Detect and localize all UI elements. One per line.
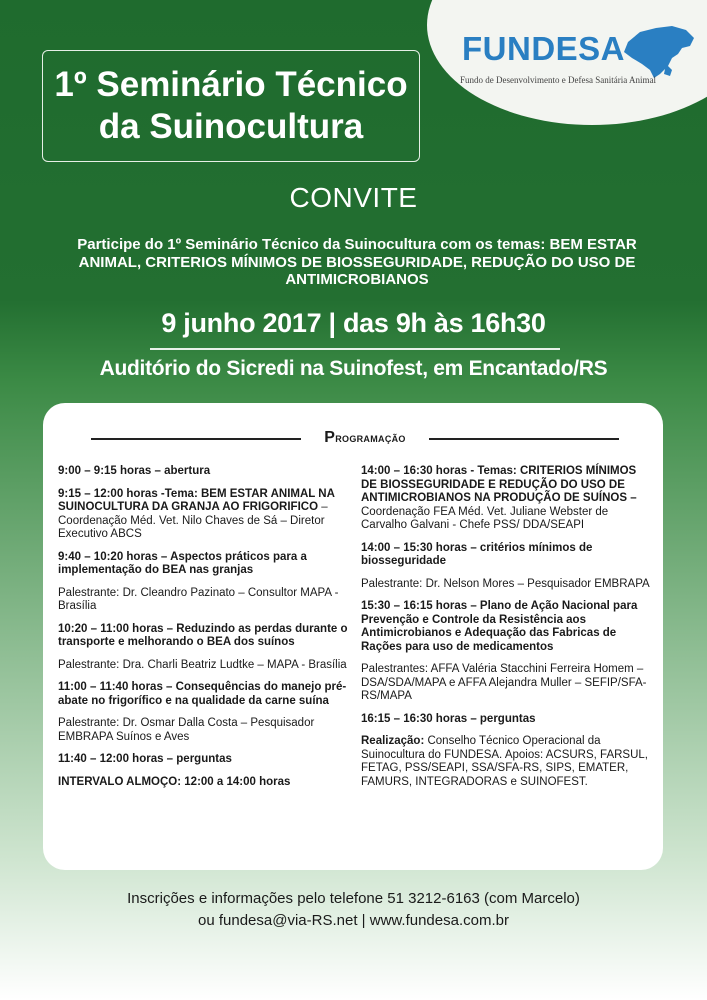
program-item	[58, 776, 348, 790]
seminar-title	[54, 64, 407, 148]
program-item	[58, 587, 348, 614]
program-item-text: Palestrantes: AFFA Valéria Stacchini Ferreira Homem – DSA/SDA/MAPA e AFFA Alejandra Muller – SEFIP/SFA-RS/MAPA	[361, 663, 647, 702]
program-item-highlight: 11:40 – 12:00 horas – perguntas	[58, 753, 232, 765]
program-item-highlight: 16:15 – 16:30 horas – perguntas	[361, 712, 536, 725]
program-item-highlight: 10:20 – 11:00 horas – Reduzindo as perdas durante o transporte e melhorando o BEA dos suínos	[58, 622, 348, 648]
program-item	[361, 600, 651, 654]
rio-grande-do-sul-map-icon	[620, 24, 698, 80]
program-item-highlight: 14:00 – 15:30 horas – critérios mínimos de biosseguridade	[361, 541, 593, 567]
program-item-highlight: 11:00 – 11:40 horas – Consequências do manejo pré-abate no frigorífico e na qualidade da carne suína	[58, 681, 347, 707]
program-header	[43, 429, 663, 447]
program-item	[58, 465, 348, 479]
program-item	[361, 663, 651, 704]
program-item-highlight: 15:30 – 16:15 horas – Plano de Ação Nacional para Prevenção e Controle da Resistência aos Antimicrobianos e Adequação das Fabricas de Rações para uso de medicamentos	[361, 600, 638, 653]
date-divider	[150, 348, 560, 350]
program-item	[58, 659, 348, 673]
contact-phone-line: Inscrições e informações pelo telefone 51 3212-6163 (com Marcelo)	[127, 890, 580, 907]
program-column-left	[58, 465, 348, 798]
program-item-highlight: INTERVALO ALMOÇO: 12:00 a 14:00 horas	[58, 775, 291, 788]
program-item	[361, 578, 651, 592]
program-item-text: Palestrante: Dr. Nelson Mores – Pesquisador EMBRAPA	[361, 577, 650, 590]
program-column-right	[361, 465, 651, 798]
contact-web-line: ou fundesa@via-RS.net | www.fundesa.com.br	[198, 912, 509, 929]
program-item-text: Palestrante: Dra. Charli Beatriz Ludtke – MAPA - Brasília	[58, 658, 347, 671]
program-item	[58, 753, 348, 767]
event-venue: Auditório do Sicredi na Suinofest, em Encantado/RS	[99, 357, 608, 380]
program-header-rule-left	[91, 438, 301, 440]
program-item-text: – Coordenação Méd. Vet. Nilo Chaves de Sá – Diretor Executivo ABCS	[58, 501, 328, 540]
program-item	[361, 465, 651, 533]
program-item-text: Coordenação FEA Méd. Vet. Juliane Webster de Carvalho Galvani - Chefe PSS/ DDA/SEAPI	[361, 505, 609, 531]
program-item	[58, 717, 348, 744]
program-item-highlight: 14:00 – 16:30 horas - Temas: CRITERIOS MÍNIMOS DE BIOSSEGURIDADE E REDUÇÃO DO USO DE ANTIMICROBIANOS NA PRODUÇÃO DE SUÍNOS –	[361, 465, 637, 504]
program-item-highlight: 9:40 – 10:20 horas – Aspectos práticos para a implementação do BEA nas granjas	[58, 550, 307, 576]
program-item-text: Conselho Técnico Operacional da Suinocultura do FUNDESA. Apoios: ACSURS, FARSUL, FETAG, PSS/SEAPI, SSA/SFA-RS, SIPS, EMATER, FAMURS, INTEGRADORAS e SUINOFEST.	[361, 735, 648, 788]
program-header-rule-right	[429, 438, 619, 440]
program-item-text: Palestrante: Dr. Cleandro Pazinato – Consultor MAPA - Brasília	[58, 586, 339, 612]
program-item	[58, 551, 348, 578]
seminar-title-line2: da Suinocultura	[98, 107, 364, 146]
program-heading: Programação	[324, 429, 406, 446]
program-item-highlight: Realização:	[361, 735, 425, 747]
program-item-text: Palestrante: Dr. Osmar Dalla Costa – Pesquisador EMBRAPA Suínos e Aves	[58, 717, 315, 743]
program-item	[361, 542, 651, 569]
program-item-highlight: 9:15 – 12:00 horas -Tema: BEM ESTAR ANIMAL NA SUINOCULTURA DA GRANJA AO FRIGORIFICO	[58, 487, 335, 513]
program-item	[58, 488, 348, 542]
fundesa-logo: FUNDESA	[462, 30, 626, 67]
contact-footer	[0, 888, 707, 932]
program-item	[58, 623, 348, 650]
fundesa-subtitle: Fundo de Desenvolvimento e Defesa Sanitária Animal	[460, 75, 656, 85]
program-item	[361, 735, 651, 789]
convite-heading: CONVITE	[289, 182, 418, 213]
seminar-title-line1: 1º Seminário Técnico	[54, 65, 408, 104]
seminar-title-box	[42, 50, 420, 162]
program-item	[58, 681, 348, 708]
program-card	[43, 403, 663, 870]
program-item	[361, 713, 651, 727]
program-item-highlight: 9:00 – 9:15 horas – abertura	[58, 465, 211, 477]
event-date: 9 junho 2017 | das 9h às 16h30	[161, 308, 546, 338]
intro-text: Participe do 1º Seminário Técnico da Suinocultura com os temas: BEM ESTAR ANIMAL, CRITERIOS MÍNIMOS DE BIOSSEGURIDADE, REDUÇÃO DO USO DE ANTIMICROBIANOS	[77, 236, 637, 288]
